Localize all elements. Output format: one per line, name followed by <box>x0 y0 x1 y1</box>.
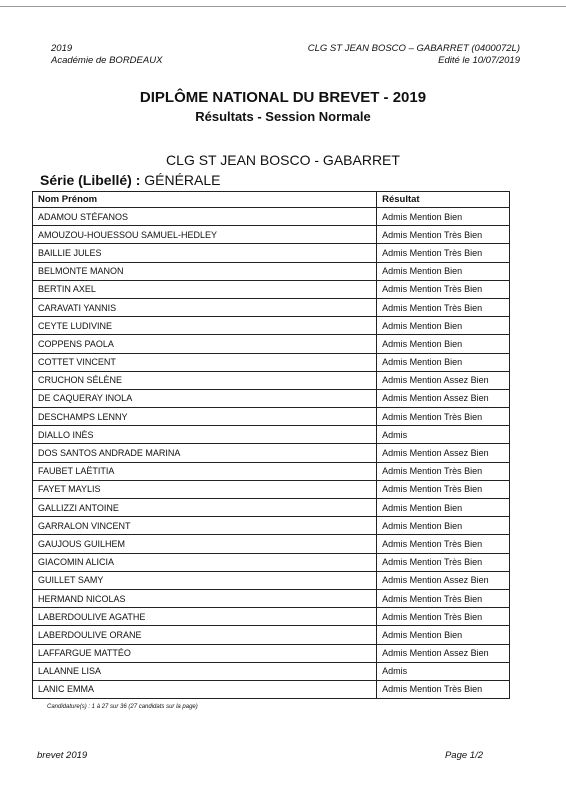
result-cell: Admis Mention Très Bien <box>377 608 510 626</box>
table-row <box>33 280 510 298</box>
result-cell: Admis Mention Bien <box>377 499 510 517</box>
footer-left: brevet 2019 <box>37 750 88 761</box>
result-cell: Admis Mention Très Bien <box>377 280 510 298</box>
serie-line <box>40 172 221 188</box>
table-row <box>33 426 510 444</box>
result-cell: Admis Mention Très Bien <box>377 244 510 262</box>
table-row <box>33 662 510 680</box>
result-cell: Admis Mention Très Bien <box>377 462 510 480</box>
column-header-name: Nom Prénom <box>33 192 377 208</box>
result-cell: Admis Mention Bien <box>377 626 510 644</box>
table-row <box>33 408 510 426</box>
result-cell: Admis Mention Assez Bien <box>377 571 510 589</box>
table-row <box>33 608 510 626</box>
student-name-cell: DESCHAMPS LENNY <box>33 408 377 426</box>
result-cell: Admis Mention Assez Bien <box>377 389 510 407</box>
student-name-cell: LABERDOULIVE ORANE <box>33 626 377 644</box>
result-cell: Admis Mention Assez Bien <box>377 371 510 389</box>
student-name-cell: DOS SANTOS ANDRADE MARINA <box>33 444 377 462</box>
table-row <box>33 208 510 226</box>
student-name-cell: BELMONTE MANON <box>33 262 377 280</box>
result-cell: Admis Mention Bien <box>377 262 510 280</box>
student-name-cell: HERMAND NICOLAS <box>33 589 377 607</box>
student-name-cell: LABERDOULIVE AGATHE <box>33 608 377 626</box>
table-row <box>33 680 510 698</box>
table-row <box>33 262 510 280</box>
table-row <box>33 589 510 607</box>
results-table-body <box>33 208 510 699</box>
result-cell: Admis Mention Très Bien <box>377 408 510 426</box>
result-cell: Admis Mention Très Bien <box>377 553 510 571</box>
student-name-cell: COPPENS PAOLA <box>33 335 377 353</box>
student-name-cell: AMOUZOU-HOUESSOU SAMUEL-HEDLEY <box>33 226 377 244</box>
table-row <box>33 317 510 335</box>
student-name-cell: CARAVATI YANNIS <box>33 298 377 316</box>
student-name-cell: GARRALON VINCENT <box>33 517 377 535</box>
student-name-cell: LAFFARGUE MATTÉO <box>33 644 377 662</box>
result-cell: Admis Mention Bien <box>377 335 510 353</box>
result-cell: Admis Mention Très Bien <box>377 680 510 698</box>
result-cell: Admis Mention Très Bien <box>377 589 510 607</box>
student-name-cell: ADAMOU STÉFANOS <box>33 208 377 226</box>
student-name-cell: LALANNE LISA <box>33 662 377 680</box>
table-row <box>33 499 510 517</box>
table-row <box>33 553 510 571</box>
result-cell: Admis Mention Bien <box>377 208 510 226</box>
candidates-note: Candidature(s) : 1 à 27 sur 36 (27 candidats sur la page) <box>47 704 198 710</box>
table-row <box>33 444 510 462</box>
serie-label: Série (Libellé) : <box>40 172 141 188</box>
student-name-cell: FAUBET LAËTITIA <box>33 462 377 480</box>
results-table <box>32 191 510 699</box>
table-row <box>33 644 510 662</box>
student-name-cell: DIALLO INÈS <box>33 426 377 444</box>
student-name-cell: GAUJOUS GUILHEM <box>33 535 377 553</box>
header-academie: Académie de BORDEAUX <box>51 55 163 66</box>
result-cell: Admis Mention Assez Bien <box>377 444 510 462</box>
student-name-cell: BAILLIE JULES <box>33 244 377 262</box>
header-edit-date: Edité le 10/07/2019 <box>438 55 520 66</box>
table-row <box>33 371 510 389</box>
result-cell: Admis Mention Très Bien <box>377 480 510 498</box>
table-row <box>33 480 510 498</box>
result-cell: Admis Mention Très Bien <box>377 226 510 244</box>
table-row <box>33 226 510 244</box>
column-header-result: Résultat <box>377 192 510 208</box>
student-name-cell: BERTIN AXEL <box>33 280 377 298</box>
table-row <box>33 298 510 316</box>
table-row <box>33 626 510 644</box>
table-row <box>33 353 510 371</box>
table-header-row <box>33 192 510 208</box>
student-name-cell: GIACOMIN ALICIA <box>33 553 377 571</box>
header-left <box>51 43 162 67</box>
student-name-cell: CRUCHON SÉLÈNE <box>33 371 377 389</box>
table-row <box>33 335 510 353</box>
result-cell: Admis Mention Bien <box>377 517 510 535</box>
result-cell: Admis Mention Bien <box>377 317 510 335</box>
header-right <box>308 43 520 67</box>
page-number: Page 1/2 <box>444 750 483 761</box>
serie-value: GÉNÉRALE <box>144 172 221 188</box>
result-cell: Admis Mention Très Bien <box>377 298 510 316</box>
student-name-cell: LANIC EMMA <box>33 680 377 698</box>
table-row <box>33 462 510 480</box>
result-cell: Admis Mention Très Bien <box>377 535 510 553</box>
student-name-cell: GUILLET SAMY <box>33 571 377 589</box>
table-row <box>33 571 510 589</box>
student-name-cell: CEYTE LUDIVINE <box>33 317 377 335</box>
document-title: DIPLÔME NATIONAL DU BREVET - 2019 <box>139 89 427 106</box>
table-row <box>33 244 510 262</box>
top-rule <box>0 6 566 7</box>
student-name-cell: FAYET MAYLIS <box>33 480 377 498</box>
table-row <box>33 517 510 535</box>
table-row <box>33 535 510 553</box>
table-row <box>33 389 510 407</box>
school-name: CLG ST JEAN BOSCO - GABARRET <box>166 152 400 168</box>
result-cell: Admis <box>377 662 510 680</box>
student-name-cell: GALLIZZI ANTOINE <box>33 499 377 517</box>
document-subtitle: Résultats - Session Normale <box>195 109 371 124</box>
header-school-code: CLG ST JEAN BOSCO – GABARRET (0400072L) <box>307 43 520 54</box>
student-name-cell: COTTET VINCENT <box>33 353 377 371</box>
student-name-cell: DE CAQUERAY INOLA <box>33 389 377 407</box>
result-cell: Admis Mention Bien <box>377 353 510 371</box>
header-year: 2019 <box>51 43 73 54</box>
result-cell: Admis Mention Assez Bien <box>377 644 510 662</box>
result-cell: Admis <box>377 426 510 444</box>
